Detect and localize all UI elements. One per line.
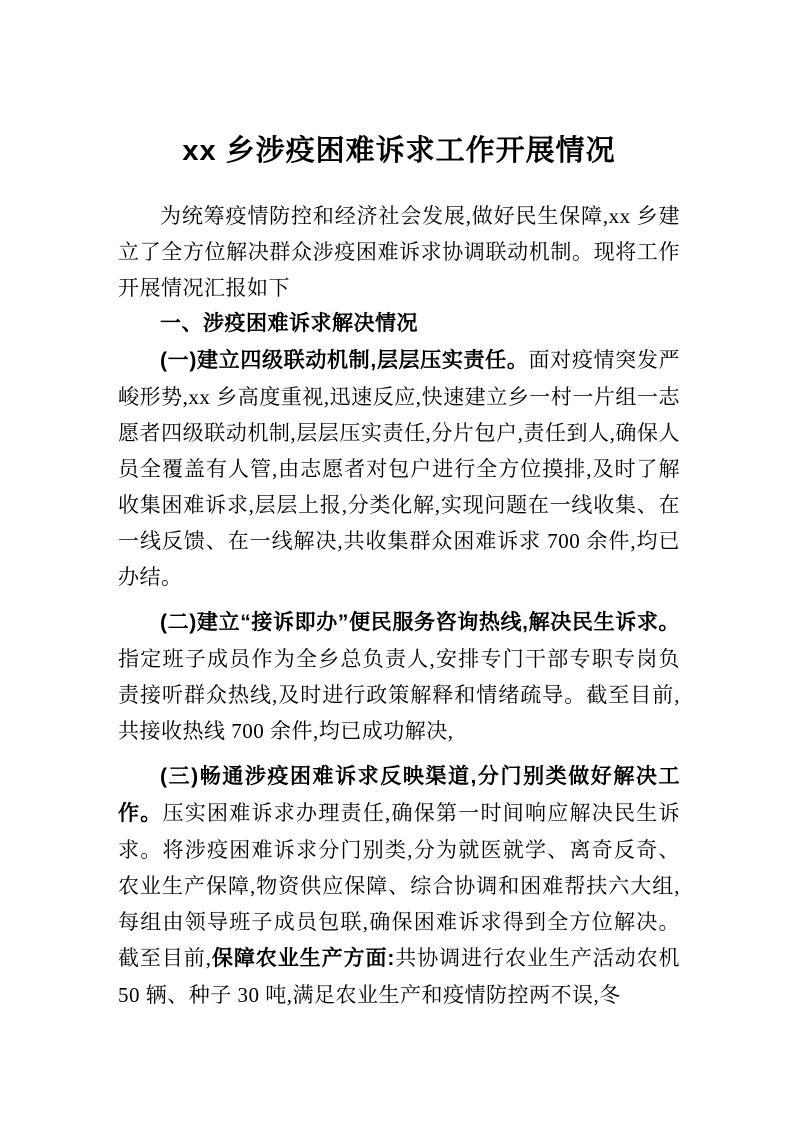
document-title: xx 乡涉疫困难诉求工作开展情况 bbox=[182, 135, 616, 167]
intro-paragraph bbox=[118, 198, 680, 306]
item-3-body-part2: 共协调进行农业生产活动农机 50 辆、种子 30 吨,满足农业生产和疫情防控两不误,冬 bbox=[118, 946, 680, 1007]
item-1-lead-bold: (一)建立四级联动机制,层层压实责任。 bbox=[160, 349, 529, 372]
section-1-heading-text: 一、涉疫困难诉求解决情况 bbox=[160, 312, 418, 335]
section-1-heading bbox=[118, 306, 680, 342]
intro-paragraph-text: 为统筹疫情防控和经济社会发展,做好民生保障,xx 乡建立了全方位解决群众涉疫困难诉求协调联动机制。现将工作开展情况汇报如下 bbox=[118, 204, 680, 300]
item-1-paragraph bbox=[118, 342, 680, 595]
item-3-paragraph bbox=[118, 758, 680, 1013]
item-3-body-part1: 压实困难诉求办理责任,确保第一时间响应解决民生诉求。将涉疫困难诉求分门别类,分为就医就学、离奇反奇、农业生产保障,物资供应保障、综合协调和困难帮扶六大组,每组由领导班子成员包联,确保困难诉求得到全方位解决。截至目前, bbox=[118, 801, 680, 970]
item-1-body: 面对疫情突发严峻形势,xx 乡高度重视,迅速反应,快速建立乡一村一片组一志愿者四级联动机制,层层压实责任,分片包户,责任到人,确保人员全覆盖有人管,由志愿者对包户进行全方位摸排,及时了解收集困难诉求,层层上报,分类化解,实现问题在一线收集、在一线反馈、在一线解决,共收集群众困难诉求 700 余件,均已办结。 bbox=[118, 348, 681, 589]
item-3-inline-bold: 保障农业生产方面: bbox=[211, 947, 395, 970]
item-2-lead-bold: (二)建立“接诉即办”便民服务咨询热线,解决民生诉求。 bbox=[160, 611, 680, 634]
item-2-body: 指定班子成员作为全乡总负责人,安排专门干部专职专岗负责接听群众热线,及时进行政策解释和情绪疏导。截至目前,共接收热线 700 余件,均已成功解决, bbox=[118, 647, 680, 743]
item-2-paragraph bbox=[118, 604, 680, 749]
item-3-lead-bold: (三)畅通涉疫困难诉求反映渠道,分门别类做好解决工作。 bbox=[118, 765, 680, 825]
